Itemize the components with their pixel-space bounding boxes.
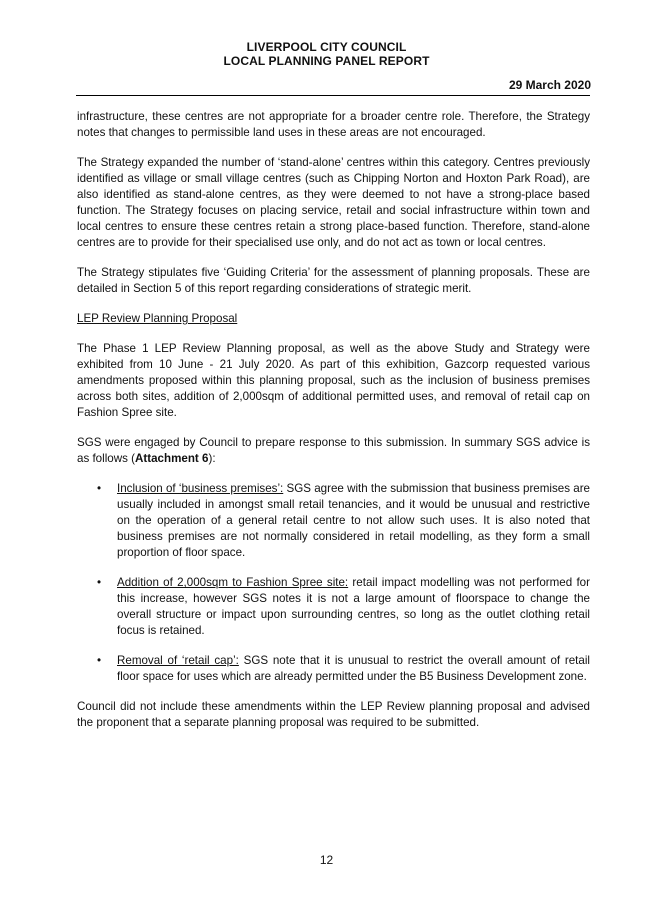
- report-date: 29 March 2020: [508, 78, 591, 92]
- attachment-reference: Attachment 6: [135, 452, 209, 465]
- report-body: [77, 109, 590, 745]
- paragraph-lep-review: The Phase 1 LEP Review Planning proposal, as well as the above Study and Strategy were exhibited from 10 June - 21 July 2020. As part of this exhibition, Gazcorp requested various amendments proposed within this planning proposal, such as the inclusion of business premises across both sites, addition of 2,000sqm of additional permitted uses, and removal of retail cap on Fashion Spree site.: [77, 342, 590, 419]
- bullet-icon: •: [97, 482, 102, 495]
- council-name: LIVERPOOL CITY COUNCIL: [246, 40, 407, 54]
- paragraph-sgs-advice: [77, 435, 590, 467]
- list-item-title: Removal of ‘retail cap’:: [117, 654, 239, 667]
- list-item-text: SGS note that it is unusual to restrict the overall amount of retail floor space for uses which are already permitted under the B5 Business Development zone.: [117, 654, 590, 683]
- bullet-icon: •: [97, 654, 102, 667]
- list-item-text: retail impact modelling was not performed for this increase, however SGS notes it is not a large amount of floorspace to change the overall structure or impact upon surrounding centres, so long as the outlet clothing retail focus is retained.: [117, 576, 590, 637]
- bullet-icon: •: [97, 576, 102, 589]
- paragraph-conclusion: Council did not include these amendments within the LEP Review planning proposal and advised the proponent that a separate planning proposal was required to be submitted.: [77, 700, 590, 729]
- advice-list: [77, 481, 590, 685]
- list-item: [77, 575, 590, 639]
- list-item-title: Inclusion of ‘business premises’:: [117, 482, 284, 495]
- paragraph-infrastructure: infrastructure, these centres are not appropriate for a broader centre role. Therefore, the Strategy notes that changes to permissible land uses in these areas are not encouraged.: [77, 110, 590, 139]
- list-item-title: Addition of 2,000sqm to Fashion Spree site:: [117, 576, 349, 589]
- header-divider: [76, 95, 590, 96]
- list-item: [77, 653, 590, 685]
- page-number: 12: [319, 853, 334, 867]
- report-title: LOCAL PLANNING PANEL REPORT: [223, 54, 430, 68]
- sgs-advice-suffix: ):: [208, 452, 216, 465]
- paragraph-guiding-criteria: The Strategy stipulates five ‘Guiding Criteria’ for the assessment of planning proposals. These are detailed in Section 5 of this report regarding considerations of strategic merit.: [77, 266, 590, 295]
- section-heading: LEP Review Planning Proposal: [77, 312, 238, 325]
- list-item: [77, 481, 590, 561]
- sgs-advice-text: SGS were engaged by Council to prepare response to this submission. In summary SGS advice is as follows (: [77, 436, 590, 465]
- list-item-text: SGS agree with the submission that business premises are usually included in amongst small retail tenancies, and it would be unusual and restrictive on the operation of a general retail centre to not allow such uses. It is also noted that business premises are not normally considered in retail modelling, as they form a small proportion of floor space.: [117, 482, 591, 559]
- paragraph-stand-alone-centres: The Strategy expanded the number of ‘stand-alone’ centres within this category. Centres previously identified as village or small village centres (such as Chipping Norton and Hoxton Park Road), are also identified as stand-alone centres, as they were deemed to not have a strong-place based function. The Strategy focuses on placing service, retail and social infrastructure within town and local centres to ensure these centres retain a strong place-based function. Therefore, stand-alone centres are to provide for their specialised use only, and do not act as town or local centres.: [77, 156, 590, 249]
